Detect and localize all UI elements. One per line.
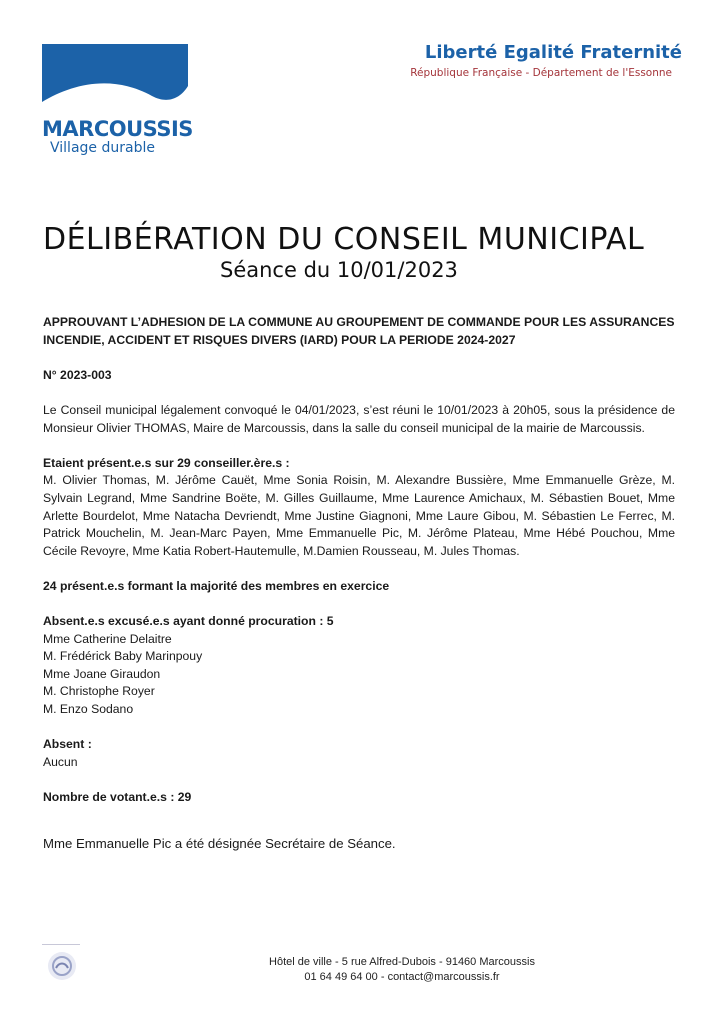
republic-motto — [410, 42, 682, 79]
absent-value: Aucun — [43, 754, 78, 769]
voters-count: Nombre de votant.e.s : 29 — [43, 790, 192, 805]
deliberation-body — [43, 314, 675, 852]
absent-heading: Absent : — [43, 737, 92, 752]
present-heading: Etaient présent.e.s sur 29 conseiller.ère.s : — [43, 455, 290, 470]
object-line-2: INCENDIE, ACCIDENT ET RISQUES DIVERS (IARD) POUR LA PERIODE 2024-2027 — [43, 332, 516, 347]
marcoussis-logo — [42, 44, 193, 156]
logo-name: MARCOUSSIS — [42, 117, 193, 141]
excused-item: Mme Joane Giraudon — [43, 666, 161, 681]
majority-statement: 24 présent.e.s formant la majorité des membres en exercice — [43, 578, 390, 593]
logo-tagline: Village durable — [50, 140, 155, 156]
page-title: DÉLIBÉRATION DU CONSEIL MUNICIPAL — [43, 222, 645, 257]
deliberation-number: N° 2023-003 — [43, 367, 112, 382]
object-line-1: APPROUVANT L’ADHESION DE LA COMMUNE AU GROUPEMENT DE COMMANDE POUR LES ASSURANCES — [43, 315, 675, 329]
excused-heading: Absent.e.s excusé.e.s ayant donné procuration : 5 — [43, 614, 334, 629]
session-date: Séance du 10/01/2023 — [220, 258, 458, 282]
excused-item: M. Enzo Sodano — [43, 702, 134, 717]
footer-address: Hôtel de ville - 5 rue Alfred-Dubois - 91460 Marcoussis — [269, 956, 535, 968]
logo-wave-icon — [42, 44, 188, 114]
secretary-statement: Mme Emmanuelle Pic a été désignée Secrétaire de Séance. — [43, 835, 396, 851]
excused-item: M. Christophe Royer — [43, 684, 155, 699]
excused-item: Mme Catherine Delaitre — [43, 631, 172, 646]
excused-item: M. Frédérick Baby Marinpouy — [43, 649, 203, 664]
motto-main: Liberté Egalité Fraternité — [424, 42, 682, 63]
intro-paragraph: Le Conseil municipal légalement convoqué le 04/01/2023, s’est réuni le 10/01/2023 à 20h05, sous la présidence de Monsieur Olivier THOMAS, Maire de Marcoussis, dans la salle du conseil municipal de la mairie de Marcoussis. — [43, 402, 675, 435]
footer-phone-email: 01 64 49 64 00 - contact@marcoussis.fr — [304, 971, 500, 983]
footer-contact — [0, 955, 724, 985]
motto-sub: République Française - Département de l'Essonne — [410, 67, 672, 79]
footer-divider — [42, 944, 80, 945]
present-list: M. Olivier Thomas, M. Jérôme Cauët, Mme Sonia Roisin, M. Alexandre Bussière, Mme Emmanuelle Grèze, M. Sylvain Legrand, Mme Sandrine Boëte, M. Gilles Guillaume, Mme Laurence Amichaux, M. Sébastien Bouet, Mme Arlette Bourdelot, Mme Natacha Devriendt, Mme Justine Giagnoni, Mme Laure Gibou, M. Sébastien Le Ferrec, M. Patrick Mouchelin, M. Jean-Marc Payen, Mme Emmanuelle Pic, M. Jérôme Plateau, Mme Hébé Pouchou, Mme Cécile Revoyre, Mme Katia Robert-Hautemulle, M.Damien Rousseau, M. Jules Thomas. — [43, 473, 675, 558]
